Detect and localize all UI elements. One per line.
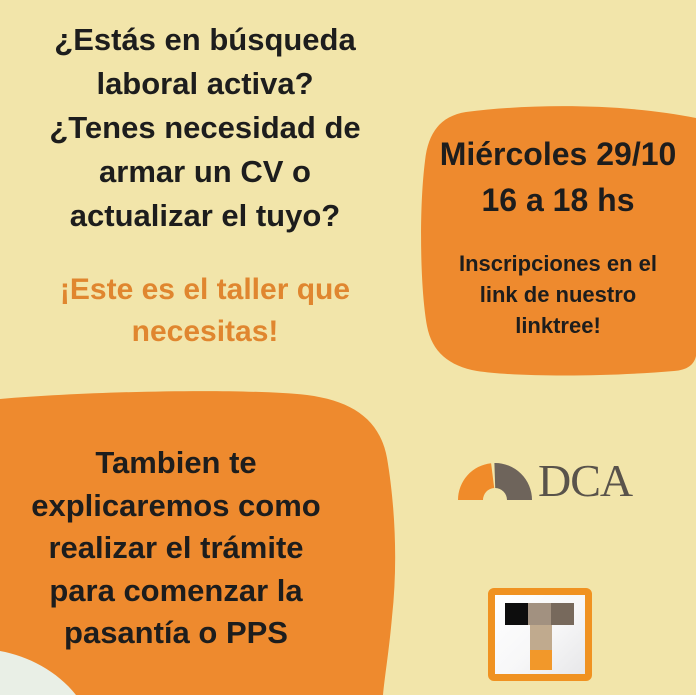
headline <box>15 18 395 238</box>
subtitle <box>15 269 395 353</box>
info-line-2: explicaremos como <box>31 487 321 523</box>
schedule-card-title <box>425 131 691 223</box>
t-logo-black-block <box>505 603 528 625</box>
info-line-5: pasantía o PPS <box>64 615 288 650</box>
schedule-card-note <box>425 248 691 341</box>
headline-line-2: laboral activa? <box>96 66 314 101</box>
schedule-time: 16 a 18 hs <box>481 182 635 218</box>
headline-line-5: actualizar el tuyo? <box>69 198 341 233</box>
info-line-3: realizar el trámite <box>48 530 304 565</box>
info-card-text <box>0 442 352 655</box>
info-line-1: Tambien te <box>95 445 257 480</box>
dca-arc-gray-segment <box>494 463 532 500</box>
dca-wordmark: DCA <box>538 455 633 506</box>
headline-line-4: armar un CV o <box>99 154 311 189</box>
schedule-note-line-1: Inscripciones en el <box>458 251 658 276</box>
t-logo-stem-tan-block <box>530 625 552 650</box>
subtitle-line-2: necesitas! <box>131 315 279 348</box>
t-logo-brown-block <box>551 603 574 625</box>
t-logo-stem-orange-block <box>530 650 552 670</box>
headline-line-1: ¿Estás en búsqueda <box>54 22 356 57</box>
schedule-date: Miércoles 29/10 <box>439 136 677 172</box>
t-logo-tan-block <box>528 603 551 625</box>
headline-line-3: ¿Tenes necesidad de <box>49 110 361 145</box>
t-block-logo <box>488 588 592 681</box>
dca-arc-icon <box>458 463 532 500</box>
info-line-4: para comenzar la <box>49 572 303 608</box>
schedule-note-line-3: linktree! <box>515 313 601 338</box>
subtitle-line-1: ¡Este es el taller que <box>59 273 351 306</box>
dca-arc-orange-segment <box>458 463 494 500</box>
schedule-note-line-2: link de nuestro <box>479 282 637 307</box>
